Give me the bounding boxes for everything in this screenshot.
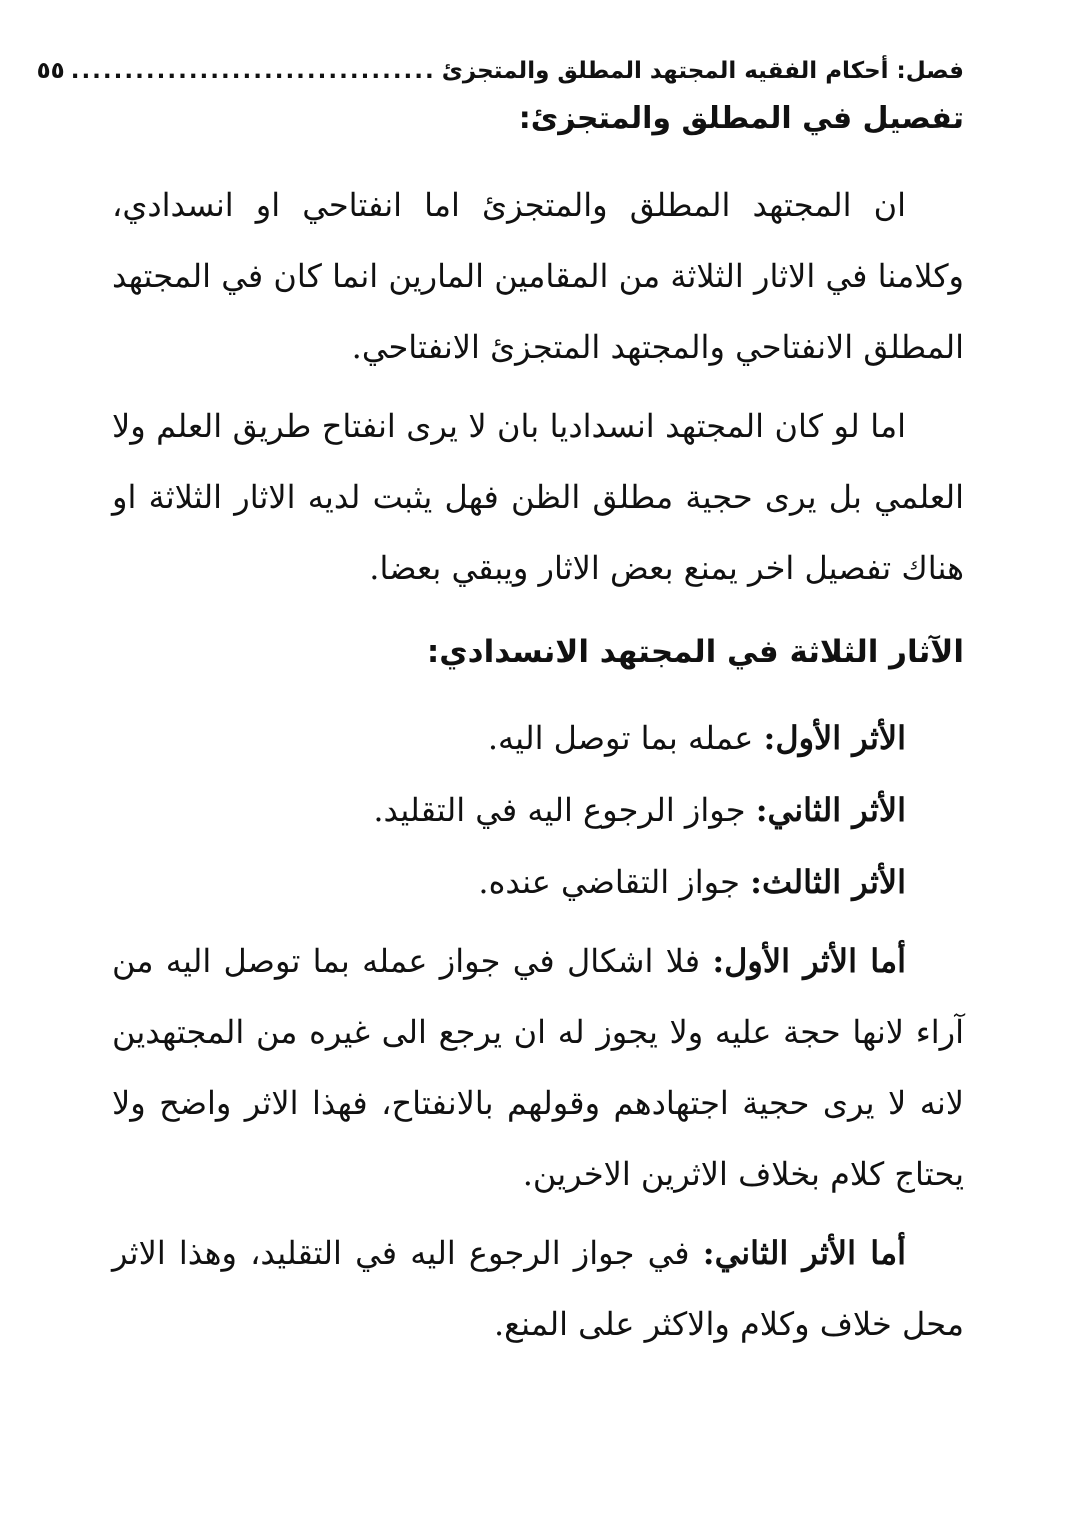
subheading-three-effects: الآثار الثلاثة في المجتهد الانسدادي: <box>426 634 964 670</box>
effect-item-third <box>112 846 964 918</box>
discussion-label: أما الأثر الأول: <box>712 942 907 980</box>
discussion-text: فلا اشكال في جواز عمله بما توصل اليه من آراء لانها حجة عليه ولا يجوز له ان يرجع الى غيره من المجتهدين لانه لا يرى حجية اجتهادهم وقولهم بالانفتاح، فهذا الاثر واضح ولا يحتاج كلام بخلاف الاثرين الاخرين. <box>112 942 964 1193</box>
effect-text: جواز الرجوع اليه في التقليد. <box>373 791 756 829</box>
effects-list <box>112 702 964 918</box>
effect-item-second <box>112 774 964 846</box>
discussion-label: أما الأثر الثاني: <box>702 1234 907 1272</box>
effect-label: الأثر الأول: <box>763 719 906 757</box>
effect-item-first <box>112 702 964 774</box>
chapter-title: فصل: أحكام الفقيه المجتهد المطلق والمتجزئ <box>441 58 964 84</box>
page-number: ٥٥ <box>36 58 65 84</box>
paragraph-intro: ان المجتهد المطلق والمتجزئ اما انفتاحي او انسدادي، وكلامنا في الاثار الثلاثة من المقامين المارين انما كان في المجتهد المطلق الانفتاحي والمجتهد المتجزئ الانفتاحي. <box>112 186 965 366</box>
paragraph-question: اما لو كان المجتهد انسداديا بان لا يرى انفتاح طريق العلم ولا العلمي بل يرى حجية مطلق الظن فهل يثبت لديه الاثار الثلاثة او هناك تفصيل اخر يمنع بعض الاثار ويبقي بعضا. <box>112 407 964 587</box>
section-title: تفصيل في المطلق والمتجزئ: <box>518 101 964 136</box>
leader-dots: .................................. <box>70 58 436 84</box>
effect-label: الأثر الثاني: <box>755 791 906 829</box>
book-page <box>36 48 965 1360</box>
effect-text: جواز التقاضي عنده. <box>478 863 751 901</box>
effect-text: عمله بما توصل اليه. <box>487 719 764 757</box>
paragraph-first-effect-discussion <box>112 926 964 1210</box>
discussion-text: في جواز الرجوع اليه في التقليد، وهذا الاثر محل خلاف وكلام والاكثر على المنع. <box>112 1234 964 1343</box>
running-header <box>36 48 964 94</box>
effect-label: الأثر الثالث: <box>750 863 906 901</box>
paragraph-second-effect-discussion <box>112 1218 964 1360</box>
